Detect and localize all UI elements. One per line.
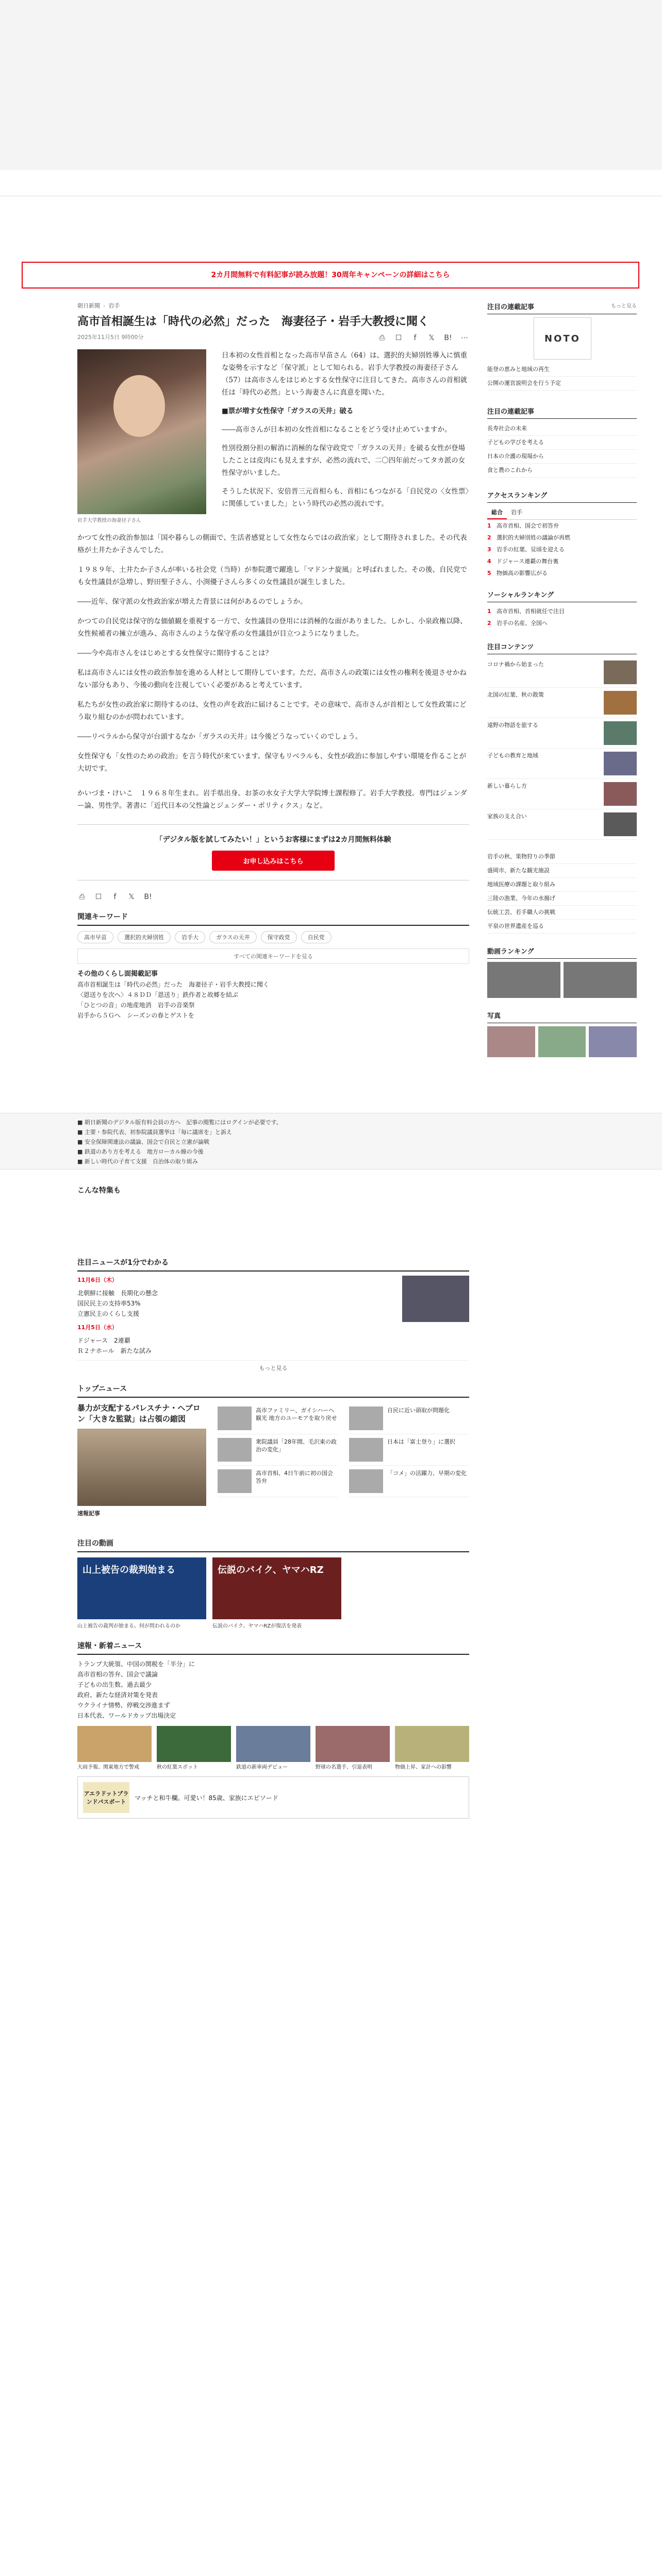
author-profile: かいづま・けいこ １９６８年生まれ。岩手県出身。お茶の水女子大学大学院博士課程修了。岩手大学教授。専門はジェンダー論、男性学。著書に「近代日本の父性論とジェンダー・ポリティクス」など。 bbox=[77, 789, 467, 810]
facebook-icon[interactable]: f bbox=[413, 334, 417, 342]
print-icon[interactable]: ⎙ bbox=[379, 334, 385, 342]
tab-iwate[interactable]: 岩手 bbox=[511, 509, 522, 516]
body-paragraph: １９８９年、土井たか子さんが率いる社会党（当時）が参院選で躍進し「マドンナ旋風」と呼ばれました。その後、自民党でも女性議員が急増し、野田聖子さん、小渕優子さんら多くの女性議員が誕生しました。 bbox=[77, 566, 467, 586]
video-row bbox=[77, 1557, 469, 1629]
news-link[interactable]: ドジャース 2連覇 bbox=[77, 1337, 130, 1344]
news-date: 11月6日（木） bbox=[77, 1277, 118, 1283]
tab-total[interactable]: 総合 bbox=[487, 506, 507, 519]
asahi-news-block bbox=[77, 1276, 469, 1356]
main-column bbox=[77, 301, 469, 1021]
ranking-item[interactable]: 2 選択的夫婦別姓の議論が再燃 bbox=[487, 534, 570, 541]
other-articles-heading: その他のくらし面掲載記事 bbox=[77, 970, 158, 978]
ranking-item[interactable]: 3 岩手の紅葉、見頃を迎える bbox=[487, 546, 565, 553]
sidebar-link[interactable]: 三陸の漁業、今年の水揚げ bbox=[487, 892, 637, 906]
lead-paragraph: 日本初の女性首相となった高市早苗さん（64）は、選択的夫婦別姓導入に慎重な姿勢を示すなど「保守派」として知られる。岩手大学教授の海妻径子さん（57）は高市さんをはじめとする女性保守に注目してきた。高市さんの首相就任は「時代の必然」という海妻さんに真意を聞いた。 bbox=[222, 351, 468, 397]
breaking-item[interactable]: ウクライナ情勢、停戦交渉進まず bbox=[77, 1702, 170, 1709]
breaking-heading bbox=[77, 1640, 469, 1655]
breadcrumb-item[interactable]: 岩手 bbox=[108, 302, 120, 309]
sidebar-noto-heading: 注目の連載記事 もっと見る bbox=[487, 301, 637, 314]
content-item[interactable]: コロナ禍から始まった bbox=[487, 657, 637, 688]
video-card[interactable]: 伝説のバイク、ヤマハRZ bbox=[212, 1557, 341, 1619]
video-card[interactable]: 山上被告の裁判始まる bbox=[77, 1557, 206, 1619]
ad-logo: アエラドットブランドパスポート bbox=[83, 1782, 129, 1813]
notice-item[interactable]: ■ 朝日新聞のデジタル版有料会員の方へ 記事の閲覧にはログインが必要です。 bbox=[77, 1119, 282, 1126]
photo-thumb[interactable] bbox=[538, 1026, 586, 1057]
content-item[interactable]: 家族の支え合い bbox=[487, 809, 637, 840]
sidebar-more-links bbox=[487, 850, 637, 934]
hatena-icon[interactable]: B! bbox=[144, 893, 152, 901]
keyword-tag[interactable]: ガラスの天井 bbox=[209, 931, 257, 943]
breadcrumb-item[interactable]: 朝日新聞 bbox=[77, 302, 100, 309]
top-news-item[interactable]: 高市首相、4日午前に初の国会答弁 bbox=[218, 1466, 338, 1497]
body-question: ――今や高市さんをはじめとする女性保守に期待することは？ bbox=[77, 649, 272, 657]
content-item[interactable]: 北国の紅葉、秋の散策 bbox=[487, 688, 637, 718]
x-icon[interactable]: 𝕏 bbox=[428, 334, 435, 342]
keywords-more-link[interactable]: すべての関連キーワードを見る bbox=[77, 948, 469, 964]
sidebar-link[interactable]: 伝統工芸、若手職人の挑戦 bbox=[487, 906, 637, 920]
breaking-item[interactable]: 政府、新たな経済対策を発表 bbox=[77, 1691, 158, 1699]
lead-paragraph: 性別役割分担の解消に消極的な保守政党で「ガラスの天井」を破る女性が登場したことは皮肉にも見えますが、必然の流れで、二〇四年前だってタカ派の女性保守がいました。 bbox=[222, 444, 466, 477]
body-paragraph: かつての自民党は保守的な価値観を重視する一方で、女性議員の登用には消極的な面がありました。しかし、小泉政権以降、女性候補者の擁立が進み、高市さんのような保守系の女性議員が目立つようになりました。 bbox=[77, 617, 467, 638]
other-article-link[interactable]: 岩手から５Ｇへ シーズンの春とゲストを bbox=[77, 1012, 194, 1019]
body-paragraph: 私は高市さんには女性の政治参加を進める人材として期待しています。ただ、高市さんの政策には女性の権利を後退させかねない部分もあり、今後の動向を注視していく必要があると考えています。 bbox=[77, 669, 467, 689]
top-news-item[interactable]: 「コメ」の活躍力、早期の変化 bbox=[349, 1466, 469, 1497]
video-caption: 山上被告の裁判が始まる。何が問われるのか bbox=[77, 1623, 180, 1629]
konna-heading: こんな特集も bbox=[77, 1187, 121, 1195]
video-thumb[interactable] bbox=[487, 962, 560, 998]
top-news-item[interactable]: 日本は「富士登り」に選択 bbox=[349, 1434, 469, 1466]
news-date: 11月5日（水） bbox=[77, 1324, 118, 1331]
breaking-item[interactable]: トランプ大統領、中国の関税を「半分」に bbox=[77, 1660, 195, 1668]
body-question: ――近年、保守派の女性政治家が増えた背景には何があるのでしょうか。 bbox=[77, 598, 307, 606]
news-more-link[interactable]: もっと見る bbox=[77, 1360, 469, 1372]
lead-paragraph: そうした状況下、安倍晋三元首相らも、首相にもつながる「自民党の〈女性票〉に関係していました」という時代の必然の流れです。 bbox=[222, 487, 469, 508]
ranking-item[interactable]: 1 高市首相、国会で初答弁 bbox=[487, 522, 559, 529]
sidebar-link[interactable]: 能登の恵みと地域の再生 bbox=[487, 363, 637, 377]
news-link[interactable]: 立憲民主のくらし支援 bbox=[77, 1310, 140, 1317]
photos-heading: 写真 bbox=[487, 1010, 637, 1023]
content-item[interactable]: 子どもの教育と地域 bbox=[487, 749, 637, 779]
notice-list bbox=[0, 1113, 662, 1170]
social-item[interactable]: 2 岩手の名産、全国へ bbox=[487, 620, 548, 626]
article-title: 高市首相誕生は「時代の必然」だった 海妻径子・岩手大教授に聞く bbox=[77, 315, 429, 328]
sidebar-link[interactable]: 食と農のこれから bbox=[487, 464, 637, 478]
bookmark-icon[interactable]: ☐ bbox=[395, 334, 402, 342]
body-paragraph: 私たちが女性の政治家に期待するのは、女性の声を政治に届けることです。その意味で、高市さんが首相として女性政策にどう取り組むのかが問われています。 bbox=[77, 701, 467, 721]
breaking-list bbox=[77, 1659, 469, 1721]
sidebar-link[interactable]: 平泉の世界遺産を巡る bbox=[487, 920, 637, 934]
keywords-heading: 関連キーワード bbox=[77, 911, 469, 926]
keyword-list bbox=[77, 931, 469, 943]
notice-item[interactable]: ■ 主要・参院代表、初参院議員選挙は「毎に議席を」と訴え bbox=[77, 1129, 232, 1136]
top-news-item[interactable]: 高市ファミリー、ガイシハーへ観光 地方のユーモアを取り戻せ bbox=[218, 1403, 338, 1434]
digital-promo bbox=[77, 824, 469, 880]
video-ranking-heading: 動画ランキング bbox=[487, 946, 637, 959]
grid-card[interactable]: 秋の紅葉スポット bbox=[157, 1726, 231, 1771]
grid-card[interactable]: 大雨予報、関東地方で警戒 bbox=[77, 1726, 152, 1771]
top-news-item[interactable]: 自民に近い頭取が問題化 bbox=[349, 1403, 469, 1434]
top-ad-space bbox=[0, 0, 662, 170]
video-thumb[interactable] bbox=[564, 962, 637, 998]
article-date: 2025年11月5日 9時00分 bbox=[77, 334, 144, 341]
sidebar-link[interactable]: 子どもの学びを考える bbox=[487, 436, 637, 450]
bottom-grid bbox=[77, 1726, 469, 1771]
videos-title: 注目の動画 bbox=[77, 1539, 113, 1548]
ranking-tabs bbox=[487, 506, 637, 520]
top-news-heading bbox=[77, 1383, 469, 1398]
asahi-news-title: 注目ニュースが1分でわかる bbox=[77, 1259, 169, 1267]
keyword-tag[interactable]: 選択的夫婦別姓 bbox=[118, 931, 171, 943]
top-news-title: トップニュース bbox=[77, 1385, 127, 1393]
other-article-link[interactable]: 「ひとつの音」の地産地消 岩手の音楽祭 bbox=[77, 1002, 195, 1009]
asahi-news-heading bbox=[77, 1257, 469, 1272]
news-thumbnail[interactable] bbox=[402, 1276, 469, 1322]
news-link[interactable]: 国民民主の支持率53% bbox=[77, 1300, 141, 1307]
social-item[interactable]: 1 高市首相、首相就任で注目 bbox=[487, 608, 565, 615]
sidebar-link[interactable]: 公開の運営説明会を行う予定 bbox=[487, 377, 637, 391]
bookmark-icon[interactable]: ☐ bbox=[95, 893, 102, 901]
grid-card[interactable]: 鉄道の新車両デビュー bbox=[236, 1726, 310, 1771]
breaking-item[interactable]: 子どもの出生数、過去最少 bbox=[77, 1681, 152, 1688]
sidebar-link[interactable]: 盛岡市、新たな観光施設 bbox=[487, 864, 637, 878]
content-item[interactable]: 遠野の物語を旅する bbox=[487, 718, 637, 749]
top-news-main-image[interactable] bbox=[77, 1429, 206, 1506]
grid-card[interactable]: 野球の名選手、引退表明 bbox=[316, 1726, 390, 1771]
video-ranking-grid bbox=[487, 962, 637, 998]
ranking-item[interactable]: 4 ドジャース連覇の舞台裏 bbox=[487, 558, 559, 565]
breaking-title: 速報・新着ニュース bbox=[77, 1642, 142, 1650]
sidebar-link[interactable]: 地域医療の課題と取り組み bbox=[487, 878, 637, 892]
sidebar-link[interactable]: 長寿社会の未来 bbox=[487, 422, 637, 436]
noto-logo[interactable]: NOTO bbox=[534, 317, 591, 360]
article-body bbox=[77, 532, 469, 812]
news-link[interactable]: 北朝鮮に接触 長期化の懸念 bbox=[77, 1290, 158, 1297]
other-article-link[interactable]: 〈恩送りを次へ〉４８ＤＤ「恩送り」鉄作者と故郷を結ぶ bbox=[77, 991, 239, 998]
social-ranking-heading: ソーシャルランキング bbox=[487, 589, 637, 602]
share-buttons-bottom bbox=[77, 893, 469, 901]
ad-text: マッチと和牛欄。可愛い！85歳、家族にエピソード bbox=[135, 1794, 278, 1802]
keyword-tag[interactable]: 岩手大 bbox=[175, 931, 205, 943]
lead-paragraph: ――高市さんが日本初の女性首相になることをどう受け止めていますか。 bbox=[222, 426, 452, 434]
notice-item[interactable]: ■ 鉄道のあり方を考える 地方ローカル線の今後 bbox=[77, 1148, 204, 1155]
sidebar-link[interactable]: 日本の介護の現場から bbox=[487, 450, 637, 464]
keyword-tag[interactable]: 高市早苗 bbox=[77, 931, 113, 943]
more-icon[interactable]: ⋯ bbox=[461, 334, 468, 342]
top-news-item[interactable]: 衆院議員「28年間、毛沢東の政治の変化」 bbox=[218, 1434, 338, 1466]
notice-item[interactable]: ■ 安全保障関連法の議論、国会で自民と立憲が論戦 bbox=[77, 1139, 209, 1145]
photo-thumb[interactable] bbox=[589, 1026, 637, 1057]
videos-heading bbox=[77, 1538, 469, 1552]
print-icon[interactable]: ⎙ bbox=[79, 893, 85, 901]
lower-main bbox=[77, 1185, 469, 1819]
top-news-sub: 速報記事 bbox=[77, 1510, 100, 1517]
top-news-main-title[interactable]: 暴力が支配するパレスチナ・ヘブロン「大きな監獄」は占領の縮図 bbox=[77, 1403, 201, 1423]
promo-text: 「デジタル版を試してみたい！」というお客様にまずは2カ月間無料体験 bbox=[155, 836, 391, 844]
top-news-main[interactable] bbox=[77, 1403, 206, 1517]
ranking-item[interactable]: 5 物価高の影響広がる bbox=[487, 570, 548, 577]
video-caption: 伝説のバイク、ヤマハRZが復活を発表 bbox=[212, 1623, 302, 1629]
breadcrumb: 朝日新聞 › 岩手 bbox=[77, 302, 120, 309]
hatena-icon[interactable]: B! bbox=[444, 334, 452, 342]
body-paragraph: 女性保守も「女性のための政治」を言う時代が来ています。保守もリベラルも、女性が政治に参加しやすい環境を作ることが大切です。 bbox=[77, 752, 467, 773]
campaign-banner[interactable]: 2カ月間無料で有料記事が読み放題！30周年キャンペーンの詳細はこちら bbox=[22, 262, 639, 289]
sidebar bbox=[487, 301, 637, 1057]
facebook-icon[interactable]: f bbox=[113, 893, 117, 901]
grid-card[interactable]: 物価上昇、家計への影響 bbox=[395, 1726, 469, 1771]
breaking-item[interactable]: 高市首相の答弁、国会で議論 bbox=[77, 1671, 158, 1678]
ad-banner[interactable] bbox=[77, 1776, 469, 1819]
x-icon[interactable]: 𝕏 bbox=[128, 893, 135, 901]
sidebar-link[interactable]: 岩手の秋、果物狩りの季節 bbox=[487, 850, 637, 864]
subscribe-button[interactable]: お申し込みはこちら bbox=[212, 851, 334, 871]
body-question: ――リベラルから保守が台頭するなか「ガラスの天井」は今後どうなっていくのでしょう。 bbox=[77, 733, 362, 741]
lead-subheading: ■票が増す女性保守「ガラスの天井」破る bbox=[222, 407, 354, 415]
breaking-item[interactable]: 日本代表、ワールドカップ出場決定 bbox=[77, 1712, 176, 1719]
notice-item[interactable]: ■ 新しい時代の子育て支援 自治体の取り組み bbox=[77, 1158, 198, 1165]
content-item[interactable]: 新しい暮らし方 bbox=[487, 779, 637, 809]
keyword-tag[interactable]: 自民党 bbox=[301, 931, 332, 943]
more-link[interactable]: もっと見る bbox=[611, 303, 637, 309]
contents-heading: 注目コンテンツ bbox=[487, 641, 637, 654]
site-header bbox=[0, 170, 662, 196]
top-news-block bbox=[77, 1403, 469, 1517]
photo-caption: 岩手大学教授の海妻径子さん bbox=[77, 518, 141, 523]
keyword-tag[interactable]: 保守政党 bbox=[261, 931, 297, 943]
photo-thumb[interactable] bbox=[487, 1026, 535, 1057]
article-lead bbox=[222, 342, 469, 510]
other-articles bbox=[77, 969, 469, 1021]
photo-grid bbox=[487, 1026, 637, 1057]
body-paragraph: かつて女性の政治参加は「国や暮らしの側面で、生活者感覚として女性ならではの政治家」として期待されました。その代表格が土井たか子さんでした。 bbox=[77, 534, 467, 554]
sidebar-pickup-heading: 注目の連載記事 bbox=[487, 406, 637, 419]
other-article-link[interactable]: 高市首相誕生は「時代の必然」だった 海妻径子・岩手大教授に聞く bbox=[77, 981, 270, 988]
news-link[interactable]: Ｒ２ナホール 新たな試み bbox=[77, 1347, 152, 1354]
article-photo bbox=[77, 349, 206, 514]
access-ranking-heading: アクセスランキング bbox=[487, 490, 637, 503]
